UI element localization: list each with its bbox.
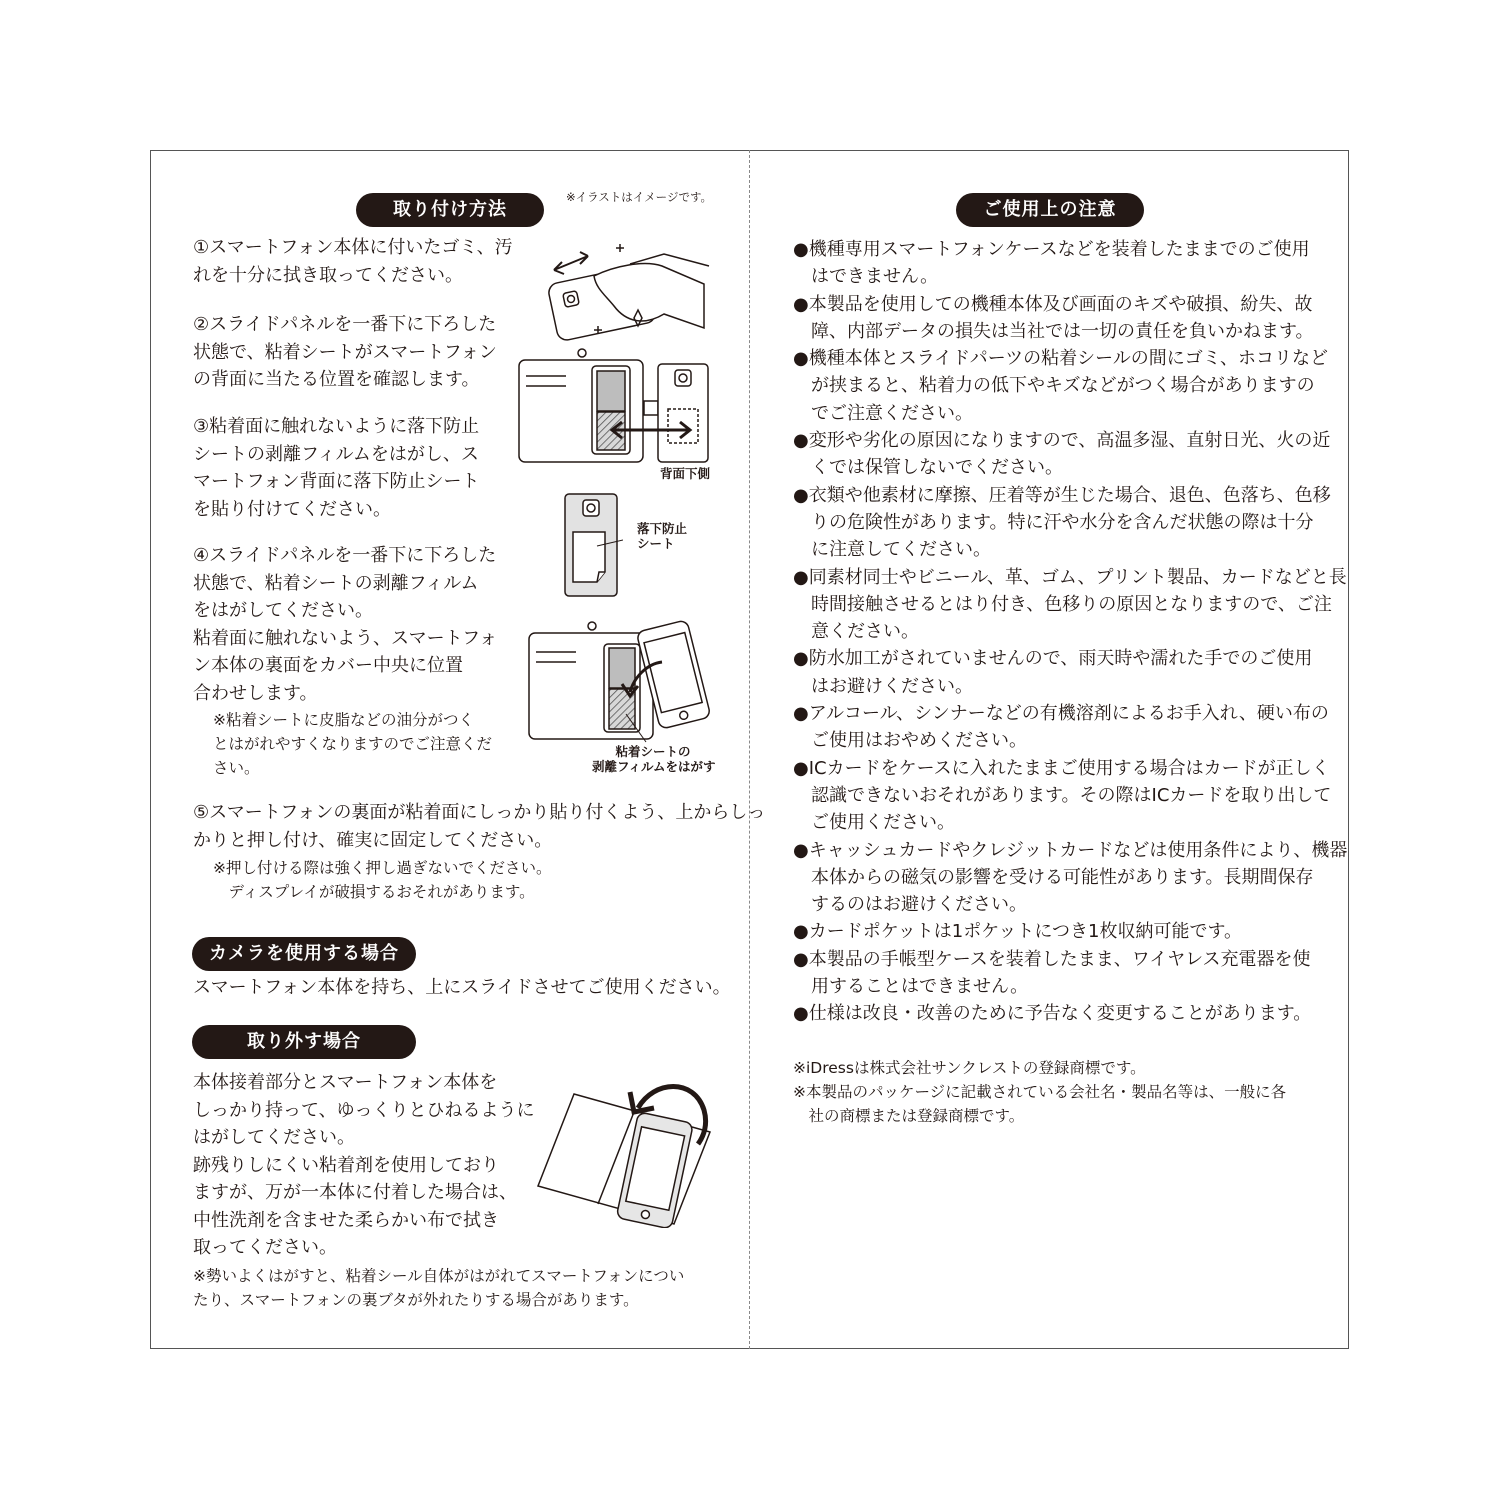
caution-item: ●変形や劣化の原因になりますので、高温多湿、直射日光、火の近 xyxy=(793,430,1331,452)
step-2: ②スライドパネルを一番下に下ろした 状態で、粘着シートがスマートフォン の背面に当たる位置を確認します。 xyxy=(193,314,497,390)
caution-item: ●キャッシュカードやクレジットカードなどは使用条件により、機器 xyxy=(793,839,1348,861)
caution-item: ●同素材同士やビニール、革、ゴム、プリント製品、カードなどと長 xyxy=(793,566,1347,588)
caution-item: ●衣類や他素材に摩擦、圧着等が生じた場合、退色、色落ち、色移 xyxy=(793,484,1331,506)
fold-line xyxy=(749,150,750,1349)
caution-item: ●防水加工がされていませんので、雨天時や濡れた手でのご使用 xyxy=(793,648,1313,670)
remove-note: ※勢いよくはがすと、粘着シール自体がはがれてスマートフォンについ たり、スマートフォンの裏ブタが外れたりする場合があります。 xyxy=(193,1267,685,1309)
caution-item: ●仕様は改良・改善のために予告なく変更することがあります。 xyxy=(793,1003,1312,1025)
caption-back-bottom: 背面下側 xyxy=(660,466,711,481)
caption-peel-film: 粘着シートの 剥離フィルムをはがす xyxy=(592,744,716,774)
caution-item: ●カードポケットは1ポケットにつき1枚収納可能です。 xyxy=(793,921,1243,943)
caution-item: ●アルコール、シンナーなどの有機溶剤によるお手入れ、硬い布の xyxy=(793,703,1329,725)
attach-phone-illustration xyxy=(526,618,712,744)
step-5: ⑤スマートフォンの裏面が粘着面にしっかり貼り付くよう、上からしっ かりと押し付け、確実に固定してください。 xyxy=(193,802,766,851)
remove-title: 取り外す場合 xyxy=(192,1025,416,1059)
caption-drop-sheet: 落下防止 シート xyxy=(637,521,688,551)
caution-item: ●本製品を使用しての機種本体及び画面のキズや破損、紛失、故 xyxy=(793,293,1313,315)
step-3: ③粘着面に触れないように落下防止 シートの剥離フィルムをはがし、ス マートフォン背面に落下防止シート を貼り付けてください。 xyxy=(193,416,480,520)
caution-title: ご使用上の注意 xyxy=(956,193,1144,227)
step-5-note: ※押し付ける際は強く押し過ぎないでください。 ディスプレイが破損するおそれがあります。 xyxy=(213,859,552,901)
wipe-phone-illustration xyxy=(544,236,714,341)
drop-sheet-illustration xyxy=(563,492,623,600)
caution-list: ●機種専用スマートフォンケースなどを装着したままでのご使用 はできません。 ●本製品を使用しての機種本体及び画面のキズや破損、紛失、故 障、内部データの損失は当社では一切の責任を負いかねます。 ●機種本体とスライドパーツの粘着シールの間にゴミ、ホコリなど が挟まると、粘着力の低下やキズなどがつく場合がありますの でご注意ください。 ●変形や劣化の原因になりますので、高温多湿、直射日光、火の近 くでは保管しないでください。 ●衣類や他素材に摩擦、圧着等が生じた場合、退色、色落ち、色移 りの危険性があります。特に汗や水分を含んだ状態の際は十分 に注意してください。 ●同素材同士やビニール、革、ゴム、プリント製品、カードなどと長 時間接触させるとはり付き、色移りの原因となりますので、ご注 意ください。 ●防水加工がされていませんので、雨天時や濡れた手でのご使用 はお避けください。 ●アルコール、シンナーなどの有機溶剤によるお手入れ、硬い布の ご使用はおやめください。 ●ICカードをケースに入れたままご使用する場合はカードが正しく 認識できないおそれがあります。その際はICカードを取り出して ご使用ください。 ●キャッシュカードやクレジットカードなどは使用条件により、機器 本体からの磁気の影響を受ける可能性があります。長期間保存 するのはお避けください。 ●カードポケットは1ポケットにつき1枚収納可能です。 ●本製品の手帳型ケースを装着したまま、ワイヤレス充電器を使 用することはできません。 ●仕様は改良・改善のために予告なく変更することがあります。 xyxy=(793,236,1347,1028)
install-title: 取り付け方法 xyxy=(356,193,544,227)
caution-item: ●機種本体とスライドパーツの粘着シールの間にゴミ、ホコリなど xyxy=(793,348,1329,370)
camera-text: スマートフォン本体を持ち、上にスライドさせてご使用ください。 xyxy=(193,977,731,998)
step-4-note: ※粘着シートに皮脂などの油分がつく とはがれやすくなりますのでご注意くだ さい。 xyxy=(213,711,493,777)
step-1: ①スマートフォン本体に付いたゴミ、汚 れを十分に拭き取ってください。 xyxy=(193,237,513,286)
remove-twist-illustration xyxy=(534,1074,714,1228)
step-4: ④スライドパネルを一番下に下ろした 状態で、粘着シートの剥離フィルム をはがしてください。 粘着面に触れないよう、スマートフォ ン本体の裏面をカバー中央に位置 合わせします。 xyxy=(193,545,498,704)
caution-item: ●本製品の手帳型ケースを装着したまま、ワイヤレス充電器を使 xyxy=(793,948,1311,970)
illustration-note: ※イラストはイメージです。 xyxy=(566,190,713,204)
camera-title: カメラを使用する場合 xyxy=(192,937,416,971)
remove-text: 本体接着部分とスマートフォン本体を しっかり持って、ゆっくりとひねるように はがしてください。 跡残りしにくい粘着剤を使用しており ますが、万が一本体に付着した場合は、 中性洗剤を含ませた柔らかい布で拭き 取ってください。 xyxy=(193,1072,535,1258)
trademark-notes: ※iDressは株式会社サンクレストの登録商標です。 ※本製品のパッケージに記載されている会社名・製品名等は、一般に各 社の商標または登録商標です。 xyxy=(793,1059,1287,1125)
case-position-illustration xyxy=(516,346,712,466)
caution-item: ●ICカードをケースに入れたままご使用する場合はカードが正しく xyxy=(793,757,1330,779)
caution-item: ●機種専用スマートフォンケースなどを装着したままでのご使用 xyxy=(793,239,1310,260)
